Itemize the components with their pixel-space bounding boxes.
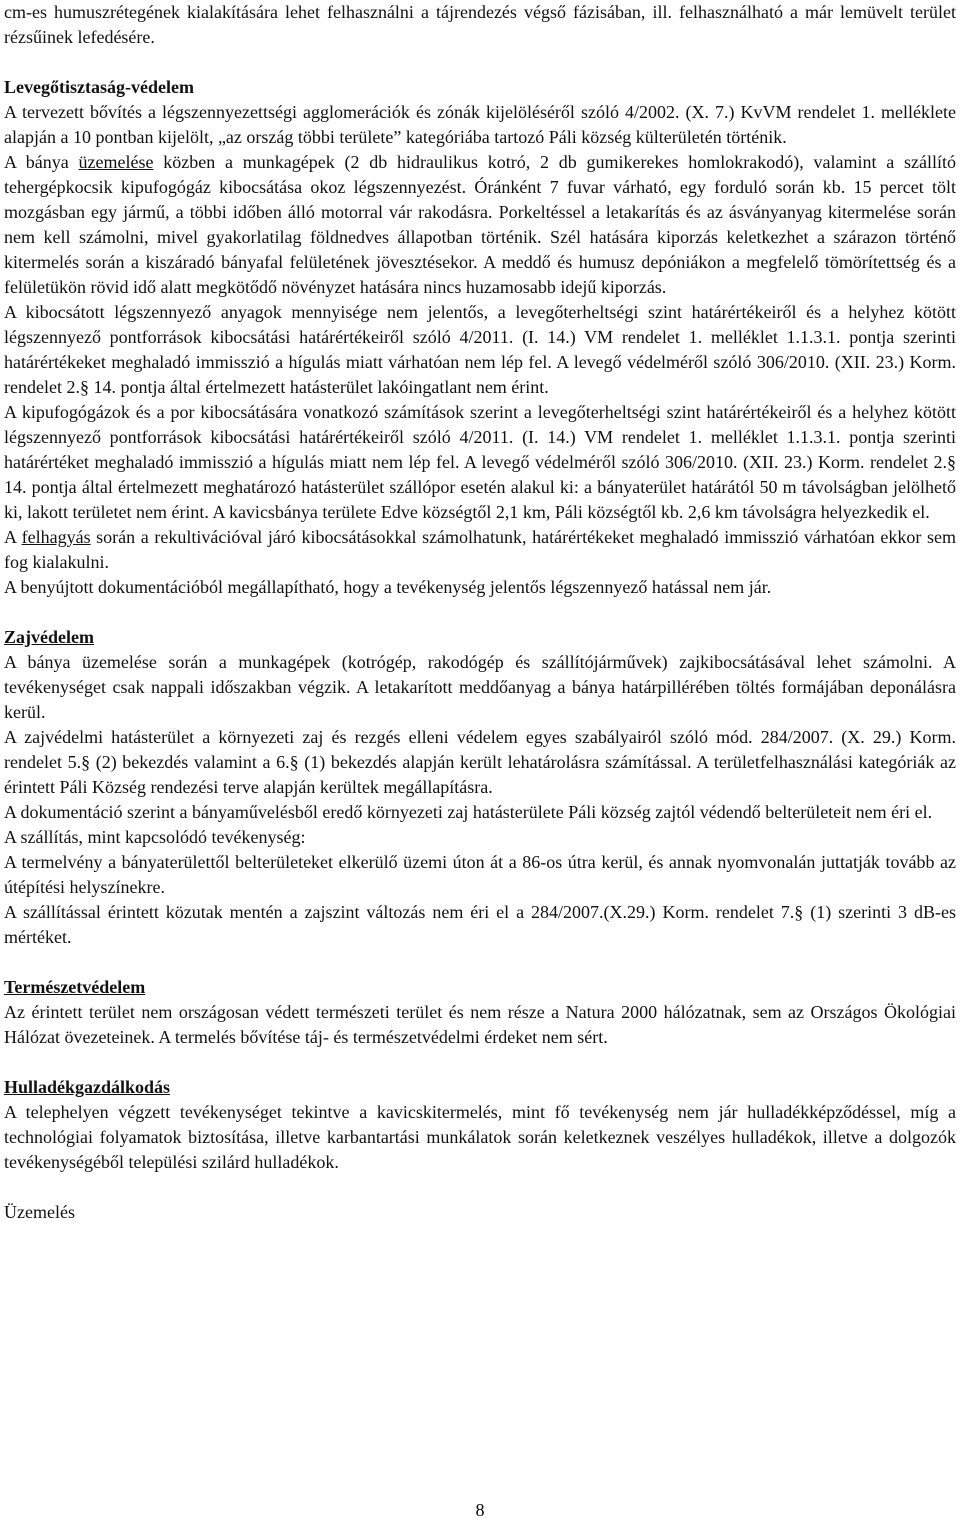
noise-paragraph-6: A szállítással érintett közutak mentén a zajszint változás nem éri el a 284/2007.(X.29.) Korm. rendelet 7.§ (1) szerinti 3 dB-es mértéket. xyxy=(4,902,956,947)
spacer xyxy=(4,1050,956,1075)
intro-paragraph: cm-es humuszrétegének kialakítására lehet felhasználni a tájrendezés végső fázisában, ill. felhasználható a már lemüvelt terület rézsűinek lefedésére. xyxy=(4,2,956,47)
noise-paragraph-1: A bánya üzemelése során a munkagépek (kotrógép, rakodógép és szállítójárművek) zajkibocsátásával lehet számolni. A tevékenységet csak nappali időszakban végzik. A letakarított meddőanyag a bánya határpillérében töltés formájában deponálásra kerül. xyxy=(4,652,956,722)
air-paragraph-5 xyxy=(4,525,956,575)
underlined-term-operation: üzemelése xyxy=(78,152,154,172)
noise-paragraph-5: A termelvény a bányaterülettől belterületeket elkerülő üzemi úton át a 86-os útra kerül, és annak nyomvonalán juttatják tovább az útépítési helyszínekre. xyxy=(4,852,956,897)
section-heading-operation: Üzemelés xyxy=(4,1202,75,1222)
air-paragraph-2 xyxy=(4,150,956,300)
air-paragraph-4: A kipufogógázok és a por kibocsátására vonatkozó számítások szerint a levegőterheltségi szint határértékeiről és a helyhez kötött légszennyező pontforrások kibocsátási határértékeiről szóló 4/2011. (I. 14.) VM rendelet 1. melléklet 1.1.3.1. pontja szerinti határértéket meghaladó immisszió a hígulás miatt nem lép fel. A levegő védelméről szóló 306/2010. (XII. 23.) Korm. rendelet 2.§ 14. pontja által értelmezett meghatározó hatásterület szállópor esetén alakul ki: a bányaterület határától 50 m távolságban jelölhető ki, lakott területet nem érint. A kavicsbánya területe Edve községtől 2,1 km, Páli községtől kb. 2,6 km távolságra helyezkedik el. xyxy=(4,402,956,522)
section-heading-waste: Hulladékgazdálkodás xyxy=(4,1077,171,1097)
section-heading-noise: Zajvédelem xyxy=(4,627,94,647)
air-p5-pre: A xyxy=(4,527,22,547)
noise-paragraph-4: A szállítás, mint kapcsolódó tevékenység: xyxy=(4,827,306,847)
section-heading-nature: Természetvédelem xyxy=(4,977,146,997)
waste-paragraph-1: A telephelyen végzett tevékenységet tekintve a kavicskitermelés, mint fő tevékenység nem jár hulladékképződéssel, míg a technológiai folyamatok biztosítása, illetve karbantartási munkálatok során keletkeznek veszélyes hulladékok, illetve a dolgozók tevékenységéből települési szilárd hulladékok. xyxy=(4,1102,956,1172)
air-paragraph-1: A tervezett bővítés a légszennyezettségi agglomerációk és zónák kijelöléséről szóló 4/2002. (X. 7.) KvVM rendelet 1. melléklete alapján a 10 pontban kijelölt, „az ország többi területe” kategóriába tartozó Páli község külterületén történik. xyxy=(4,102,956,147)
spacer xyxy=(4,950,956,975)
underlined-term-abandonment: felhagyás xyxy=(21,527,91,547)
nature-paragraph-1: Az érintett terület nem országosan védett természeti terület és nem része a Natura 2000 hálózatnak, sem az Országos Ökológiai Hálózat övezeteinek. A termelés bővítése táj- és természetvédelmi érdeket nem sért. xyxy=(4,1002,956,1047)
noise-paragraph-3: A dokumentáció szerint a bányaművelésből eredő környezeti zaj hatásterülete Páli község zajtól védendő belterületeit nem éri el. xyxy=(4,802,933,822)
spacer xyxy=(4,600,956,625)
noise-paragraph-2: A zajvédelmi hatásterület a környezeti zaj és rezgés elleni védelem egyes szabályairól szóló mód. 284/2007. (X. 29.) Korm. rendelet 5.§ (2) bekezdés valamint a 6.§ (1) bekezdés alapján került lehatárolásra számítással. A területfelhasználási kategóriák az érintett Páli Község rendezési terve alapján kerültek megállapításra. xyxy=(4,727,956,797)
spacer xyxy=(4,1175,956,1200)
page-number: 8 xyxy=(475,1500,485,1520)
air-paragraph-6: A benyújtott dokumentációból megállapítható, hogy a tevékenység jelentős légszennyező hatással nem jár. xyxy=(4,577,772,597)
air-p5-post: során a rekultivációval járó kibocsátásokkal számolhatunk, határértékeket meghaladó immisszió várhatóan ekkor sem fog kialakulni. xyxy=(4,527,956,572)
spacer xyxy=(4,50,956,75)
air-p2-pre: A bánya xyxy=(4,152,79,172)
air-p2-post: közben a munkagépek (2 db hidraulikus kotró, 2 db gumikerekes homlokrakodó), valamint a szállító tehergépkocsik kipufogógáz kibocsátása okoz légszennyezést. Óránként 7 fuvar várható, egy forduló során kb. 15 percet tölt mozgásban egy jármű, a többi időben álló motorral vár rakodásra. Porkeltéssel a letakarítás és az ásványanyag kitermelése során nem kell számolni, mivel gyakorlatilag földnedves állapotban történik. Szél hatására kiporzás keletkezhet a szárazon történő kitermelés során a kiszáradó bányafal felületének jövesztésekor. A meddő és humusz depóniákon a megfelelő tömörítettség és a felületükön rövid idő alatt megkötődő növényzet hatására nincs huzamosabb idejű kiporzás. xyxy=(4,152,956,297)
air-paragraph-3: A kibocsátott légszennyező anyagok mennyisége nem jelentős, a levegőterheltségi szint határértékeiről és a helyhez kötött légszennyező pontforrások kibocsátási határértékeiről szóló 4/2011. (I. 14.) VM rendelet 1. melléklet 1.1.3.1. pontja szerinti határértékeket meghaladó immisszió a hígulás miatt várhatóan nem lép fel. A levegő védelméről szóló 306/2010. (XII. 23.) Korm. rendelet 2.§ 14. pontja által értelmezett hatásterület lakóingatlant nem érint. xyxy=(4,302,956,397)
section-heading-air: Levegőtisztaság-védelem xyxy=(4,77,194,97)
